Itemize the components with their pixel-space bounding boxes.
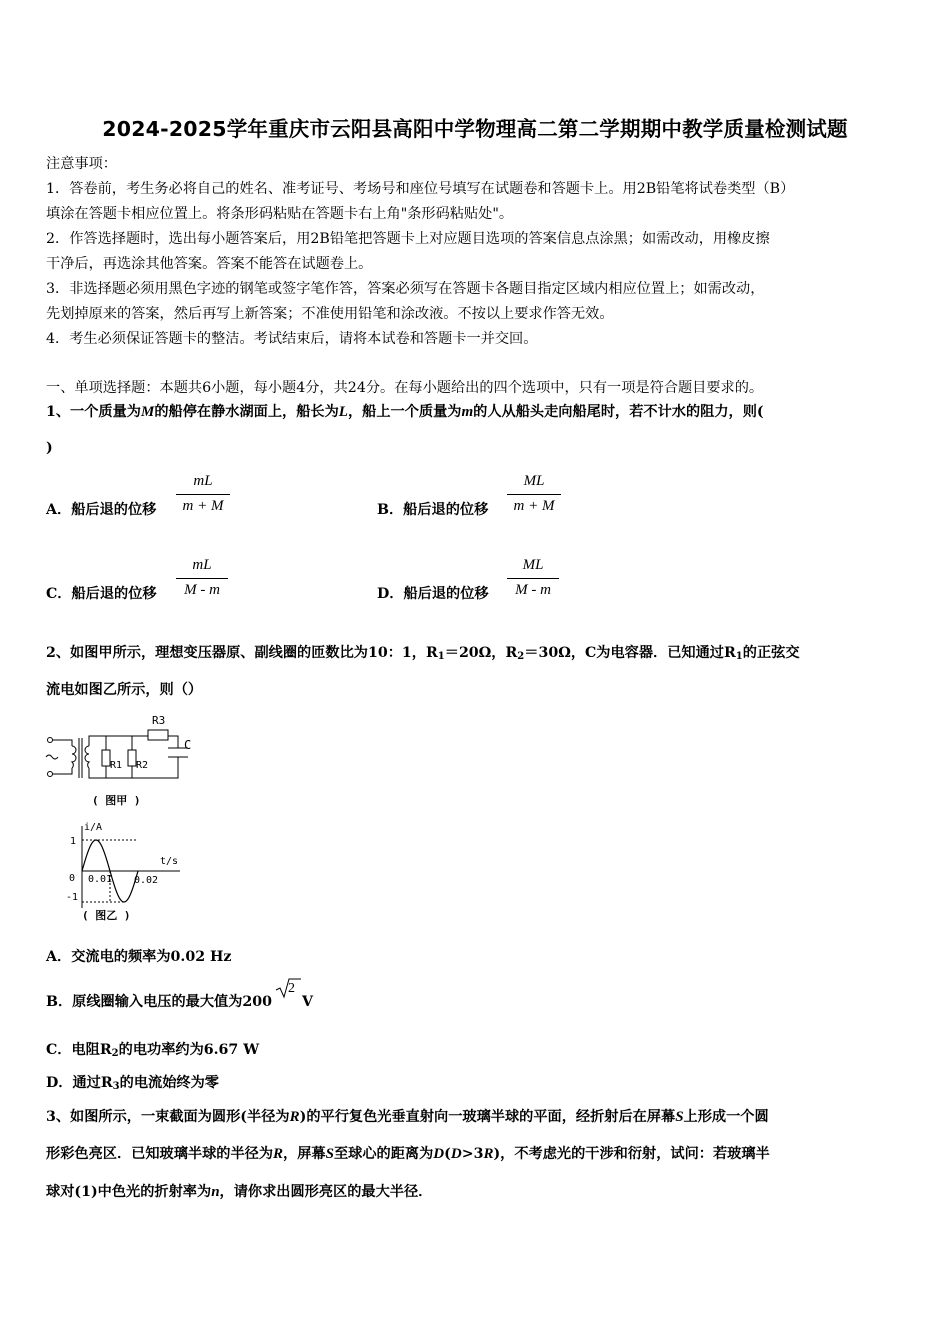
section-heading: 一、单项选择题：本题共6小题，每小题4分，共24分。在每小题给出的四个选项中，只有一项是符合题目要求的。 — [46, 380, 764, 396]
note-2b: 干净后，再选涂其他答案。答案不能答在试题卷上。 — [46, 256, 373, 272]
circuit-diagram — [40, 710, 200, 810]
axis-label-y: i/A — [84, 822, 103, 833]
label-r1: R1 — [110, 760, 123, 771]
q2-option-b: B．原线圈输入电压的最大值为200 2 V — [46, 991, 313, 1011]
tick-label-t1: 0.01 — [88, 874, 113, 885]
fig-yi-caption: ( 图乙 ) — [82, 909, 131, 922]
tick-label-origin: 0 — [69, 873, 76, 884]
q2-option-a: A．交流电的频率为0.02 Hz — [46, 949, 232, 965]
notes-heading: 注意事项： — [46, 156, 117, 172]
label-r3: R3 — [152, 714, 166, 727]
q1-stem: 1、一个质量为M的船停在静水湖面上，船长为L，船上一个质量为m的人从船头走向船尾时，若不计水的阻力，则( — [46, 404, 764, 420]
q1-option-d: D．船后退的位移 — [377, 586, 489, 602]
tick-label-y-min: -1 — [66, 892, 79, 903]
q2-stem-line1: 2、如图甲所示，理想变压器原、副线圈的匝数比为10：1，$R_1=20\Omega$，$R_2=30\Omega$，C为电容器．已知通过$R_1$的正弦交 — [46, 645, 800, 662]
note-1b: 填涂在答题卡相应位置上。将条形码粘贴在答题卡右上角"条形码粘贴处"。 — [46, 206, 514, 222]
q1-option-a-fraction: $\frac{mL}{m + M}$ — [176, 473, 230, 515]
q3-line2: 形彩色亮区．已知玻璃半球的半径为R，屏幕S至球心的距离为D(D>3R)，不考虑光的干涉和衍射，试问：若玻璃半 — [46, 1146, 770, 1162]
q1-paren-close: ) — [46, 440, 53, 456]
q1-option-a: A．船后退的位移 — [46, 502, 157, 518]
q2-option-d: D．通过$R_3$的电流始终为零 — [46, 1075, 219, 1092]
label-c: C — [184, 738, 192, 752]
label-r2: R2 — [136, 760, 149, 771]
q1-option-c: C．船后退的位移 — [46, 586, 157, 602]
q2-stem-line2: 流电如图乙所示，则（） — [46, 682, 203, 698]
axis-label-x: t/s — [160, 856, 179, 867]
q2-option-c: C．电阻$R_2$的电功率约为6.67 W — [46, 1042, 260, 1059]
current-waveform-chart — [58, 818, 188, 924]
page-title: 2024-2025学年重庆市云阳县高阳中学物理高二第二学期期中教学质量检测试题 — [102, 117, 848, 141]
q1-option-b: B．船后退的位移 — [377, 502, 489, 518]
q1-option-b-fraction: $\frac{ML}{m + M}$ — [507, 473, 561, 515]
note-1a: 1．答卷前，考生务必将自己的姓名、准考证号、考场号和座位号填写在试题卷和答题卡上。用2B铅笔将试卷类型（B） — [46, 181, 795, 197]
note-3b: 先划掉原来的答案，然后再写上新答案；不准使用铅笔和涂改液。不按以上要求作答无效。 — [46, 306, 614, 322]
note-2a: 2．作答选择题时，选出每小题答案后，用2B铅笔把答题卡上对应题目选项的答案信息点涂黑；如需改动，用橡皮擦 — [46, 231, 770, 247]
q3-line3: 球对(1)中色光的折射率为n，请你求出圆形亮区的最大半径． — [46, 1184, 433, 1200]
q1-option-c-fraction: $\frac{mL}{M - m}$ — [176, 557, 228, 599]
tick-label-t2: 0.02 — [134, 875, 159, 886]
fig-jia-caption: ( 图甲 ) — [92, 794, 141, 807]
q3-line1: 3、如图所示，一束截面为圆形(半径为R)的平行复色光垂直射向一玻璃半球的平面，经折射后在屏幕S上形成一个圆 — [46, 1109, 769, 1125]
note-4: 4．考生必须保证答题卡的整洁。考试结束后，请将本试卷和答题卡一并交回。 — [46, 331, 538, 347]
q1-option-d-fraction: $\frac{ML}{M - m}$ — [507, 557, 559, 599]
note-3a: 3．非选择题必须用黑色字迹的钢笔或签字笔作答，答案必须写在答题卡各题目指定区域内相应位置上；如需改动， — [46, 281, 765, 297]
tick-label-y-max: 1 — [70, 836, 77, 847]
